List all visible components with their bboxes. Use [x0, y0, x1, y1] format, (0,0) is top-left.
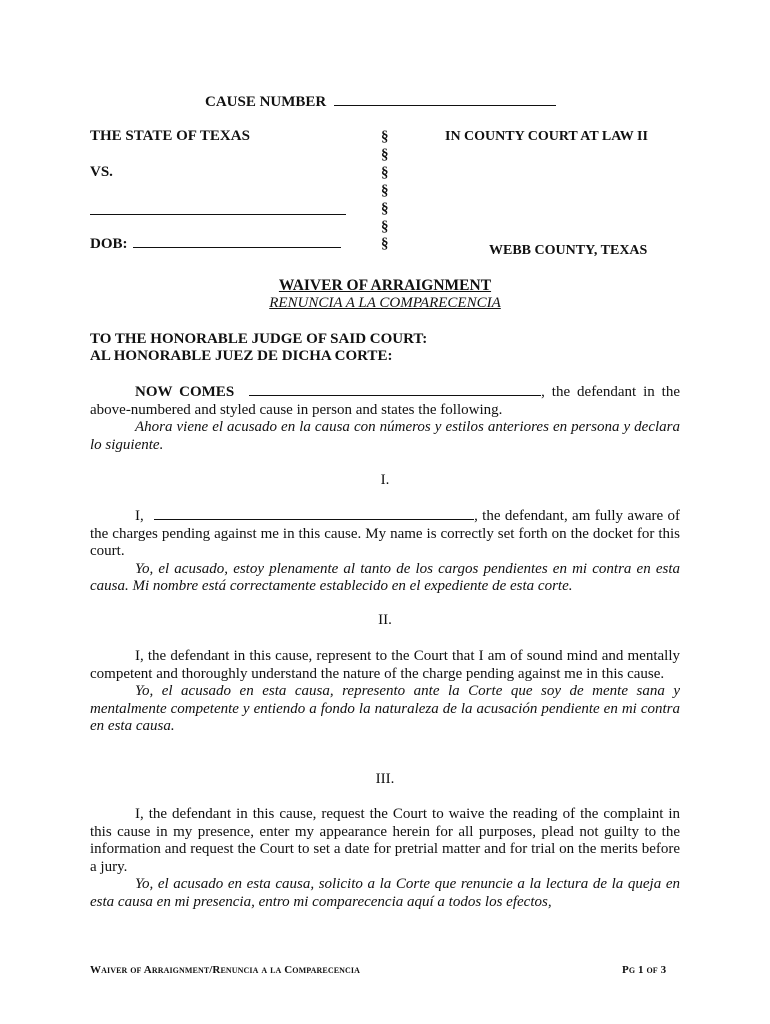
document-title: WAIVER OF ARRAIGNMENT	[278, 277, 492, 294]
section-3-spanish-text: Yo, el acusado en esta causa, solicito a la Corte que renuncie a la lectura de la queja en esta causa en mi presencia, entro mi comparecencia aquí a todos los efectos,	[90, 876, 680, 910]
section-2-spanish-text: Yo, el acusado en esta causa, represento ante la Corte que soy de mente sana y mentalmente competente y entiendo a fondo la naturaleza de la acusación pendiente en mi contra en esta causa.	[90, 683, 680, 735]
defendant-name-blank-section-1[interactable]	[154, 507, 474, 520]
section-mark: §	[381, 183, 389, 199]
now-comes-label: NOW COMES	[135, 384, 235, 400]
section-mark: §	[381, 236, 389, 252]
document-title-spanish: RENUNCIA A LA COMPARECENCIA	[269, 295, 501, 311]
cause-number-label: CAUSE NUMBER	[205, 94, 327, 110]
salutation-spanish: AL HONORABLE JUEZ DE DICHA CORTE:	[90, 348, 393, 364]
section-2-paragraph	[90, 648, 680, 736]
section-mark: §	[381, 165, 389, 181]
section-3-paragraph	[90, 806, 680, 912]
state-caption: THE STATE OF TEXAS	[90, 128, 250, 144]
dob-blank[interactable]	[133, 235, 341, 248]
section-mark: §	[381, 201, 389, 217]
section-mark: §	[381, 219, 389, 235]
section-numeral: II.	[378, 612, 392, 628]
intro-spanish-text: Ahora viene el acusado en la causa con números y estilos anteriores en persona y declara lo siguiente.	[90, 419, 680, 453]
court-caption: IN COUNTY COURT AT LAW II	[445, 129, 648, 144]
dob-line	[90, 235, 341, 253]
dob-label: DOB:	[90, 236, 128, 252]
section-numeral: III.	[375, 771, 395, 787]
vs-caption: VS.	[90, 164, 113, 180]
cause-number-blank[interactable]	[334, 93, 556, 106]
salutation-english: TO THE HONORABLE JUDGE OF SAID COURT:	[90, 331, 428, 347]
cause-number-line	[205, 93, 556, 111]
defendant-name-blank[interactable]	[90, 200, 346, 220]
section-1-prefix: I,	[135, 508, 144, 524]
section-2-english-text: I, the defendant in this cause, represent to the Court that I am of sound mind and mentally competent and thoroughly understand the nature of the charge pending against me in this cause.	[90, 648, 680, 682]
page-number: Pg 1 of 3	[622, 964, 667, 976]
section-numeral: I.	[380, 472, 390, 488]
section-1-paragraph	[90, 507, 680, 596]
section-1-spanish-text: Yo, el acusado, estoy plenamente al tanto de los cargos pendientes en mi contra en esta causa. Mi nombre está correctamente establecido en el expediente de esta corte.	[90, 560, 680, 595]
section-3-english-text: I, the defendant in this cause, request the Court to waive the reading of the complaint in this cause in my presence, enter my appearance herein for all purposes, plead not guilty to the information and request the Court to set a date for pretrial matter and for trial on the merits before a jury.	[90, 806, 680, 875]
intro-paragraph	[90, 383, 680, 454]
footer-title: Waiver of Arraignment/Renuncia a la Comparecencia	[90, 964, 361, 976]
county-caption: WEBB COUNTY, TEXAS	[489, 243, 648, 258]
intro-english-text: , the defendant in the above-numbered and styled cause in person and states the following.	[90, 384, 681, 418]
section-1-english-text: , the defendant, am fully aware of the charges pending against me in this cause. My name is correctly set forth on the docket for this court.	[90, 508, 681, 560]
defendant-name-blank-intro[interactable]	[249, 383, 541, 396]
section-mark: §	[381, 147, 389, 163]
section-mark: §	[381, 129, 389, 145]
